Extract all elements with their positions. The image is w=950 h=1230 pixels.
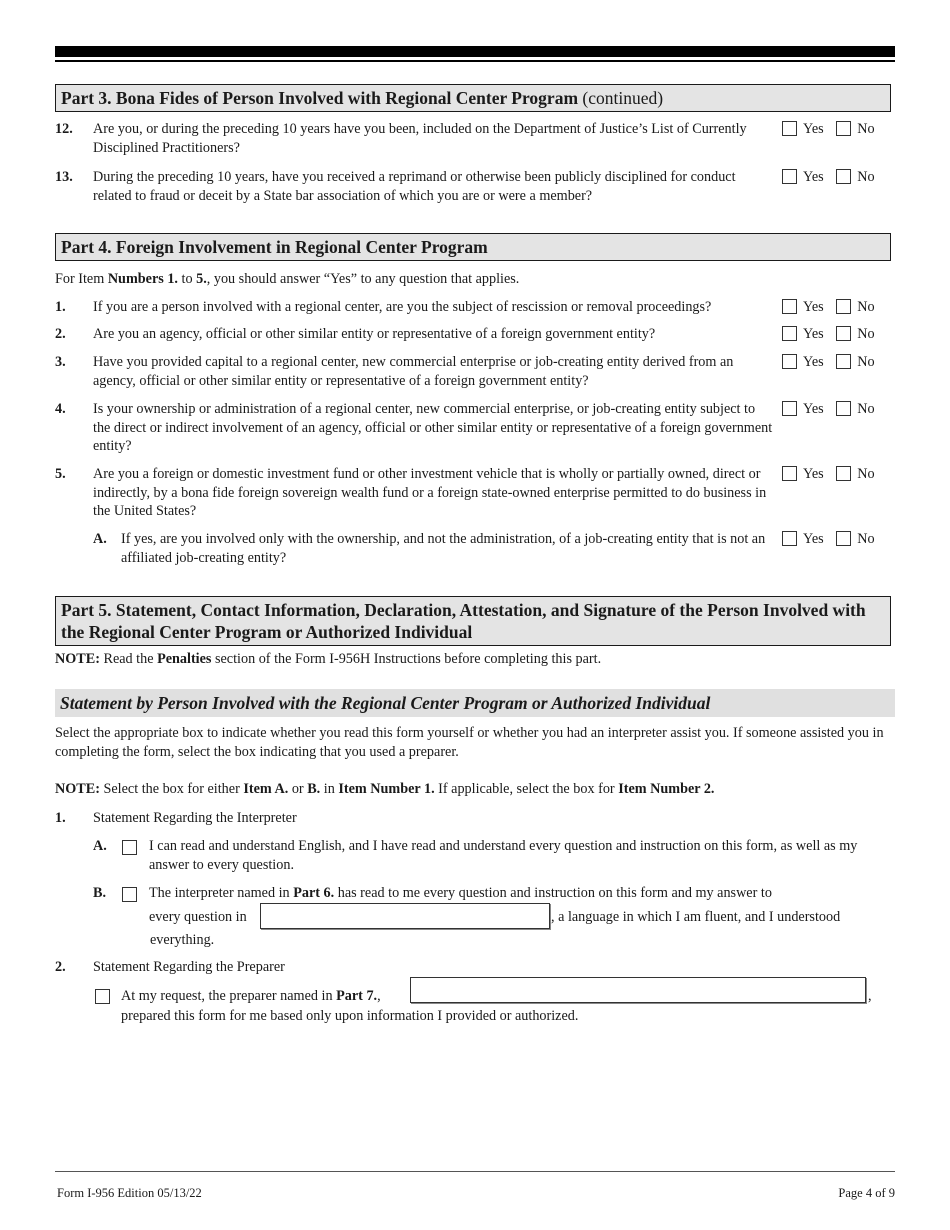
top-rule-thick [55,46,895,57]
part5-note-items: NOTE: Select the box for either Item A. or B. in Item Number 1. If applicable, select the box for Item Number 2. [55,781,715,797]
yes-checkbox[interactable] [782,326,797,341]
question-number: 1. [55,299,66,315]
yes-no-group [782,400,884,419]
no-checkbox[interactable] [836,531,851,546]
item-number: 1. [55,810,66,826]
part4-title: Part 4. Foreign Involvement in Regional Center Program [61,237,488,257]
question-text: Are you, or during the preceding 10 years have you been, included on the Department of Justice’s List of Currently Disciplined Practitioners? [93,121,747,156]
yes-label: Yes [803,326,824,342]
yes-checkbox[interactable] [782,121,797,136]
part3-header [55,84,891,112]
question-text: Are you a foreign or domestic investment fund or other investment vehicle that is wholly or partially owned, direct or indirectly, by a bona fide foreign sovereign wealth fund or a foreign state-owned enterprise permitted to do business in the United States? [93,466,767,519]
sub-item-label: A. [93,531,107,547]
yes-no-group [782,530,884,549]
no-label: No [857,354,875,370]
part3-continued: (continued) [582,88,664,108]
statement-heading: Statement by Person Involved with the Regional Center Program or Authorized Individual [55,689,895,717]
option-text: The interpreter named in Part 6. has read to me every question and instruction on this form and my answer to [149,885,772,901]
english-checkbox[interactable] [122,840,137,855]
question-text: Are you an agency, official or other similar entity or representative of a foreign government entity? [93,326,656,342]
no-checkbox[interactable] [836,121,851,136]
part4-header [55,233,891,261]
yes-no-group [782,120,884,139]
language-input[interactable] [260,903,550,929]
no-label: No [857,121,875,137]
no-checkbox[interactable] [836,326,851,341]
statement-instructions: Select the appropriate box to indicate whether you read this form yourself or whether you had an interpreter assist you. If someone assisted you in completing the form, select the box indicating that you used a preparer. [55,725,884,760]
preparer-checkbox[interactable] [95,989,110,1004]
question-text: Is your ownership or administration of a regional center, new commercial enterprise, or job-creating entity subject to the direct or indirect involvement of an agency, official or other similar entity or representative of a foreign government entity? [93,401,773,454]
question-text: If yes, are you involved only with the ownership, and not the administration, of a job-creating entity that is not an affiliated job-creating entity? [121,531,766,566]
question-number: 13. [55,169,73,185]
no-checkbox[interactable] [836,466,851,481]
no-label: No [857,531,875,547]
option-text: everything. [150,932,215,948]
option-text: prepared this form for me based only upon information I provided or authorized. [121,1008,579,1024]
question-number: 2. [55,326,66,342]
part5-title: Part 5. Statement, Contact Information, Declaration, Attestation, and Signature of the Person Involved with the Regional Center Program or Authorized Individual [61,600,866,642]
top-rule-thin [55,60,895,62]
no-checkbox[interactable] [836,299,851,314]
no-checkbox[interactable] [836,401,851,416]
yes-label: Yes [803,354,824,370]
yes-label: Yes [803,169,824,185]
part5-header [55,596,891,646]
yes-label: Yes [803,531,824,547]
form-edition: Form I-956 Edition 05/13/22 [57,1186,202,1200]
yes-no-group [782,298,884,317]
no-label: No [857,326,875,342]
no-label: No [857,169,875,185]
no-label: No [857,466,875,482]
preparer-name-input[interactable] [410,977,866,1003]
yes-label: Yes [803,299,824,315]
yes-checkbox[interactable] [782,401,797,416]
option-text: I can read and understand English, and I have read and understand every question and instruction on this form, as well as my answer to every question. [149,838,858,873]
yes-checkbox[interactable] [782,466,797,481]
yes-no-group [782,168,884,187]
question-text: During the preceding 10 years, have you received a reprimand or otherwise been publicly disciplined for conduct related to fraud or deceit by a State bar association of which you are or were a member? [93,169,736,204]
yes-no-group [782,353,884,372]
yes-no-group [782,325,884,344]
option-text: every question in [149,909,247,925]
yes-label: Yes [803,466,824,482]
question-number: 12. [55,121,73,137]
no-checkbox[interactable] [836,354,851,369]
item-number: 2. [55,959,66,975]
yes-no-group [782,465,884,484]
option-text: At my request, the preparer named in Part 7., [121,988,381,1004]
no-checkbox[interactable] [836,169,851,184]
option-label: A. [93,838,107,854]
question-text: Have you provided capital to a regional center, new commercial enterprise or job-creating entity derived from an agency, official or other similar entity or representative of a foreign government entity? [93,354,734,389]
question-number: 5. [55,466,66,482]
yes-checkbox[interactable] [782,169,797,184]
question-text: If you are a person involved with a regional center, are you the subject of rescission or removal proceedings? [93,299,712,315]
question-number: 4. [55,401,66,417]
no-label: No [857,401,875,417]
part4-intro: For Item Numbers 1. to 5., you should answer “Yes” to any question that applies. [55,271,520,287]
yes-checkbox[interactable] [782,354,797,369]
option-label: B. [93,885,107,901]
yes-label: Yes [803,401,824,417]
no-label: No [857,299,875,315]
item-label: Statement Regarding the Preparer [93,959,285,975]
part3-title: Part 3. Bona Fides of Person Involved with Regional Center Program [61,88,579,108]
item-label: Statement Regarding the Interpreter [93,810,297,826]
page-number: Page 4 of 9 [838,1186,895,1200]
part5-note: NOTE: Read the Penalties section of the Form I-956H Instructions before completing this part. [55,651,602,667]
question-number: 3. [55,354,66,370]
yes-checkbox[interactable] [782,299,797,314]
footer-rule [55,1171,895,1172]
option-text: , a language in which I am fluent, and I understood [551,909,841,925]
interpreter-checkbox[interactable] [122,887,137,902]
yes-checkbox[interactable] [782,531,797,546]
yes-label: Yes [803,121,824,137]
comma: , [868,988,872,1004]
